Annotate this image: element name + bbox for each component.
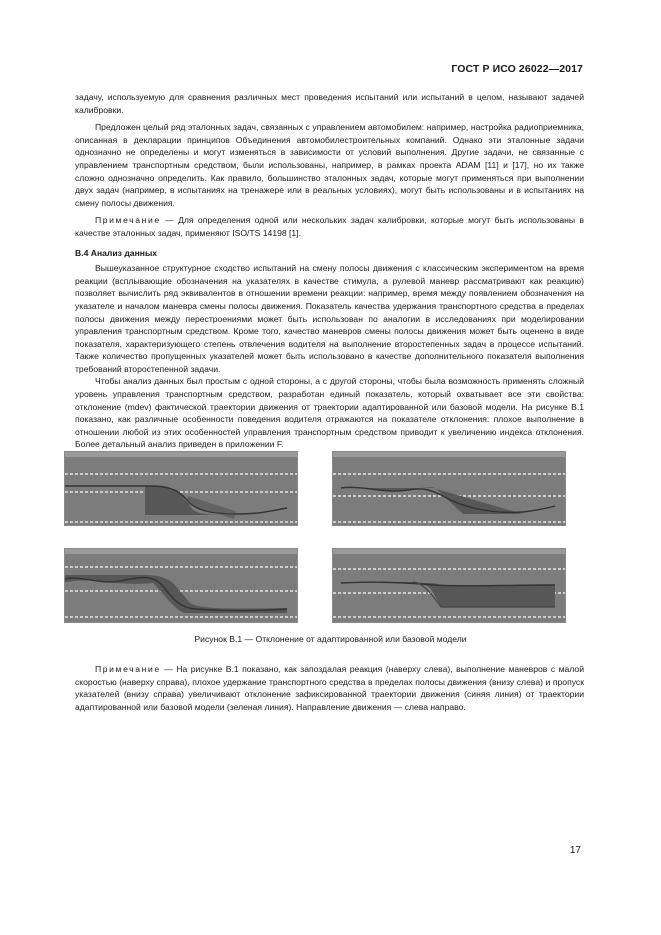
note-2 [75,663,584,713]
note-1 [75,214,584,239]
figure-b1 [64,449,594,627]
standard-header: ГОСТ Р ИСО 26022—2017 [451,63,583,75]
plot-slow-maneuver [332,451,566,526]
note-2-label: Примечание [95,664,161,674]
figure-caption: Рисунок B.1 — Отклонение от адаптированной или базовой модели [194,634,467,644]
note-1-text: — Для определения одной или нескольких задач калибровки, которые могут быть использованы в качестве эталонных задач, применяют ISO/TS 14198 [1]. [75,215,584,238]
paragraph-1: задачу, используемую для сравнения различных мест проведения испытаний или испытаний в целом, называют задачей калибровки. [75,92,584,115]
plot-delayed-reaction-graphic [65,452,297,525]
plot-slow-maneuver-graphic [333,452,565,525]
plot-poor-lane-keeping [64,548,298,623]
page-number: 17 [569,845,581,856]
note-1-label: Примечание [95,215,161,226]
plot-poor-lane-keeping-graphic [65,549,297,622]
paragraph-3: Вышеуказанное структурное сходство испытаний на смену полосы движения с классическим экспериментом на время реакции (всплывающие обозначения на указателях в качестве стимула, а рулевой маневр рассматривают как реакцию) позволяет вычислить ряд эквивалентов в отношении времени реакции: например, время между появлением обозначения на указателе и началом маневра смены полосы движения. Показатель качества удержания транспортного средства в пределах полосы движения между перестроениями может быть использован по аналогии в исследованиях при моделировании управления транспортным средством. Кроме того, качество маневров смены полосы движения может быть оценено в виде показателя, характеризующего степень отвлечения водителя на выполнение второстепенных задач в процессе испытаний. Также количество пропущенных указателей может быть использовано в качестве дополнительного показателя выполнения требований второстепенной задачи. [75,263,584,374]
paragraph-2: Предложен целый ряд эталонных задач, связанных с управлением автомобилем: например, настройка радиоприемника, описанная в декларации принципов Объединения автомобилестроительных компаний. Однако эти эталонные задачи однозначно не определены и могут изменяться в зависимости от условий выполнения. Другие задачи, не связанные с управлением транспортным средством, были использованы, например, в рамках проекта ADAM [11] и [17], но их также сложно однозначно определить. Как правило, большинство эталонных задач, которые могут применяться при выполнении двух задач (например, в испытаниях на тренажере или в реальных условиях), могут быть использованы и в испытаниях на смену полосы движения. [75,122,584,208]
section-title: B.4 Анализ данных [75,247,158,258]
paragraph-4: Чтобы анализ данных был простым с одной стороны, а с другой стороны, чтобы была возможность применять сложный уровень управления транспортным средством, разработан единый показатель, который охватывает все эти свойства: отклонение (mdev) фактической траектории движения от траектории адаптированной или базовой модели. На рисунке B.1 показано, как различные особенности поведения водителя отражаются на показателе отклонения: плохое выполнение в отношении любой из этих особенностей управления транспортным средством приводит к увеличению индекса отклонения. Более детальный анализ приведен в приложении F. [75,376,584,450]
body-text [75,91,584,451]
plot-delayed-reaction [64,451,298,526]
note-2-text: — На рисунке B.1 показано, как запоздалая реакция (наверху слева), выполнение маневров с малой скоростью (наверху справа), плохое удержание транспортного средства в пределах полосы движения (внизу слева) и пропуск указателей (внизу справа) увеличивают отклонение зафиксированной траектории движения (синяя линия) от траектории адаптированной или базовой модели (зеленая линия). Направление движения — слева направо. [75,664,584,712]
plot-missed-signs [332,548,566,623]
plot-missed-signs-graphic [333,549,565,622]
